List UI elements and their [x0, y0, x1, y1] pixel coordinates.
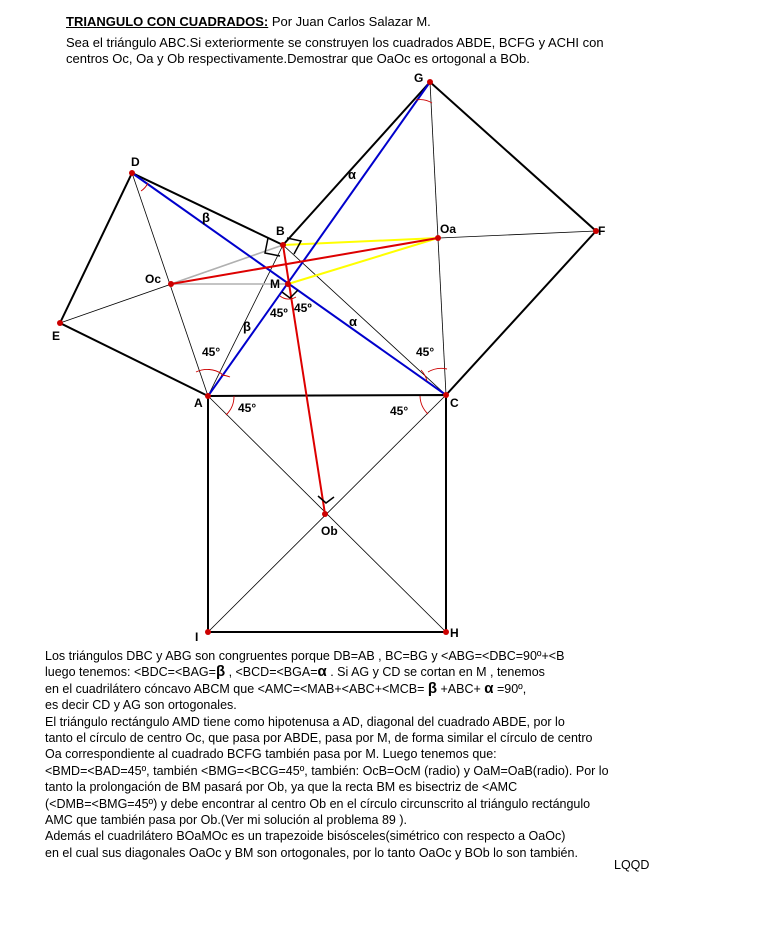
angle-label-M-left: 45º [270, 306, 288, 320]
angle-label-C-lower: 45° [390, 404, 409, 418]
angle-label-alpha-G: α [348, 167, 356, 182]
label-B: B [276, 224, 285, 238]
proof-line: El triángulo rectángulo AMD tiene como hipotenusa a AD, diagonal del cuadrado ABDE, por lo [45, 714, 565, 729]
point-Oc [168, 281, 174, 287]
point-I [205, 629, 211, 635]
problem-number: 89 [381, 813, 396, 828]
label-Oc: Oc [145, 272, 162, 286]
right-angle-Ob [318, 496, 334, 503]
label-Oa: Oa [440, 222, 457, 236]
label-M: M [270, 277, 280, 291]
point-M [285, 281, 291, 287]
label-I: I [195, 630, 199, 644]
point-H [443, 629, 449, 635]
proof-line: <BMD=<BAD=45º, también <BMG=<BCG=45º, también: OcB=OcM (radio) y OaM=OaB(radio). Por lo [45, 763, 609, 778]
statement-line: Sea el triángulo ABC.Si exteriormente se construyen los cuadrados ABDE, BCFG y ACHI con [66, 35, 604, 50]
point-Ob [322, 511, 328, 517]
proof-line: es decir CD y AG son ortogonales. [45, 698, 237, 713]
arc-G-alpha [416, 100, 432, 103]
arc-C-45-upper [428, 368, 447, 372]
yellow-OaM [288, 238, 438, 284]
page-title: TRIANGULO CON CUADRADOS: [66, 14, 269, 29]
proof-line: (<DMB=<BMG=45º) y debe encontrar al centro Ob en el círculo circunscrito al triángulo rectángulo [45, 796, 591, 811]
angle-label-beta-A: β [243, 319, 251, 334]
proof-line: en el cuadrilátero cóncavo ABCM que <AMC=<MAB+<ABC+<MCB= β +ABC+ α =90º, [45, 679, 527, 697]
point-D [129, 170, 135, 176]
proof-text [45, 648, 609, 861]
beta-symbol: β [427, 679, 437, 697]
proof-line: tanto el círculo de centro Oc, que pasa por ABDE, pasa por M, de forma similar el círculo de centro [45, 731, 593, 746]
line-BC [283, 245, 446, 395]
label-Ob: Ob [321, 524, 338, 538]
label-H: H [450, 626, 459, 640]
label-E: E [52, 329, 61, 343]
point-G [427, 79, 433, 85]
label-G: G [414, 71, 424, 85]
label-C: C [450, 396, 459, 410]
point-E [57, 320, 63, 326]
statement-line: centros Oc, Oa y Ob respectivamente.Demostrar que OaOc es ortogonal a BOb. [66, 51, 530, 66]
angle-label-alpha-C: α [349, 314, 357, 329]
angle-label-A-upper: 45° [202, 345, 221, 359]
proof-line: Los triángulos DBC y ABG son congruentes porque DB=AB , BC=BG y <ABG=<DBC=90º+<B [45, 649, 565, 663]
right-angle-B-right [287, 238, 301, 254]
proof-line: en el cual sus diagonales OaOc y BM son ortogonales, por lo tanto OaOc y BOb lo son también. [45, 845, 578, 860]
arc-C-45-lower [420, 396, 428, 414]
angle-label-C-upper: 45° [416, 345, 435, 359]
proof-line: tanto la prolongación de BM pasará por Ob, ya que la recta BM es bisectriz de <AMC [45, 780, 518, 795]
arc-D-beta [141, 183, 148, 191]
angle-label-A-lower: 45° [238, 401, 257, 415]
proof-line: Además el cuadrilátero BOaMOc es un trapezoide bisósceles(simétrico con respecto a OaOc) [45, 829, 566, 844]
beta-symbol: β [215, 663, 226, 681]
label-F: F [598, 224, 606, 238]
point-B [280, 242, 286, 248]
angle-label-M-right: 45º [294, 301, 312, 315]
point-A [205, 393, 211, 399]
proof-line: luego tenemos: <BDC=<BAG=β , <BCD=<BGA=α . Si AG y CD se cortan en M , tenemos [45, 663, 545, 681]
alpha-symbol: α [484, 679, 494, 697]
arc-A-45-lower [226, 396, 234, 415]
angle-label-beta-D: β [202, 210, 210, 225]
author: Por Juan Carlos Salazar M. [271, 14, 431, 29]
label-D: D [131, 155, 140, 169]
lqqd-mark: LQQD [614, 858, 650, 872]
proof-line: AMC que también pasa por Ob.(Ver mi solución al problema 89 ). [45, 813, 407, 828]
proof-line: Oa correspondiente al cuadrado BCFG también pasa por M. Luego tenemos que: [45, 747, 497, 762]
alpha-symbol: α [317, 663, 327, 681]
label-A: A [194, 396, 203, 410]
point-C [443, 392, 449, 398]
